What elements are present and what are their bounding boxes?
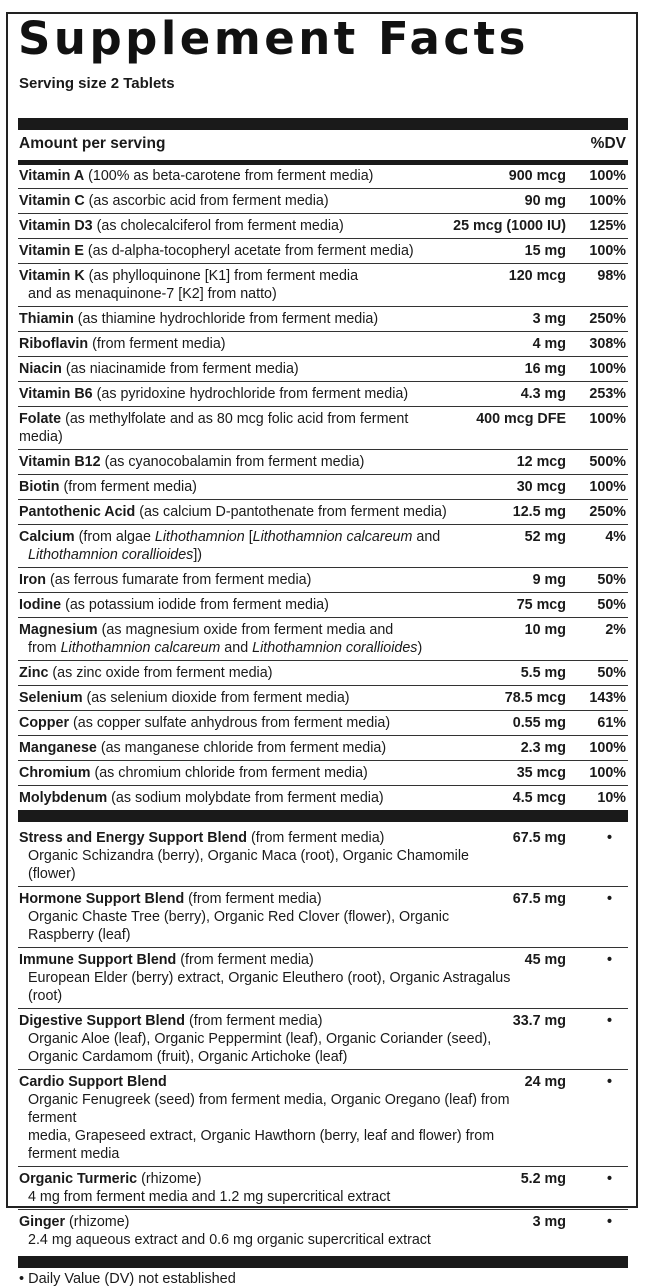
nutrient-description <box>18 789 450 807</box>
blend-ingredients: Organic Fenugreek (seed) from ferment media, Organic Oregano (leaf) from ferment <box>28 1092 510 1126</box>
nutrient-dv: 10% <box>597 790 626 806</box>
blend-ingredients: Organic Aloe (leaf), Organic Peppermint (leaf), Organic Coriander (seed), <box>28 1031 492 1047</box>
nutrient-dv: 253% <box>589 386 626 402</box>
nutrient-source: (as cholecalciferol from ferment media) <box>92 218 344 234</box>
footnote: • Daily Value (DV) not established <box>19 1271 236 1287</box>
thick-divider-bottom <box>18 1256 628 1268</box>
nutrient-name: Vitamin D3 <box>19 218 93 234</box>
nutrient-name: Pantothenic Acid <box>19 504 136 520</box>
nutrient-row <box>18 711 628 736</box>
nutrient-name: Niacin <box>19 361 62 377</box>
nutrient-dv: 250% <box>589 311 626 327</box>
nutrient-source: (as chromium chloride from ferment media) <box>90 765 368 781</box>
nutrient-source-line2 <box>19 546 450 564</box>
blend-ingredients: Organic Schizandra (berry), Organic Maca (root), Organic Chamomile (flower) <box>28 848 469 882</box>
nutrient-amount: 5.5 mg <box>520 665 566 681</box>
blend-source: (from ferment media) <box>247 830 385 846</box>
nutrient-description <box>18 335 450 353</box>
nutrient-source: (as zinc oxide from ferment media) <box>48 665 273 681</box>
nutrient-dv: 50% <box>597 665 626 681</box>
nutrient-row <box>18 525 628 568</box>
nutrient-name: Calcium <box>19 529 75 545</box>
nutrient-row <box>18 189 628 214</box>
nutrient-source-italic: Lithothamnion corallioides <box>252 640 418 656</box>
nutrient-dv: 100% <box>589 740 626 756</box>
nutrient-source: (as d-alpha-tocopheryl acetate from ferment media) <box>83 243 414 259</box>
nutrient-source: (from ferment media) <box>88 336 226 352</box>
blend-dv: • <box>606 1074 612 1090</box>
nutrient-source: (as calcium D-pantothenate from ferment media) <box>135 504 447 520</box>
blend-row <box>18 948 628 1009</box>
nutrient-dv: 61% <box>597 715 626 731</box>
nutrient-description <box>18 217 450 235</box>
nutrient-source: (from ferment media) <box>59 479 197 495</box>
blend-ingredients: 2.4 mg aqueous extract and 0.6 mg organic supercritical extract <box>28 1232 431 1248</box>
blend-ingredients: media, Grapeseed extract, Organic Hawthorn (berry, leaf and flower) from ferment media <box>28 1128 495 1162</box>
nutrient-source: (as methylfolate and as 80 mcg folic acid from ferment media) <box>19 411 409 445</box>
nutrient-source-line2: and as menaquinone-7 [K2] from natto) <box>28 286 277 302</box>
nutrient-description <box>18 528 450 564</box>
blend-source: (rhizome) <box>65 1214 130 1230</box>
nutrient-amount: 15 mg <box>524 243 566 259</box>
nutrient-description <box>18 410 450 446</box>
blend-name: Hormone Support Blend <box>19 891 185 907</box>
nutrient-row <box>18 450 628 475</box>
nutrient-dv: 143% <box>589 690 626 706</box>
nutrient-row <box>18 761 628 786</box>
nutrient-source: (as cyanocobalamin from ferment media) <box>100 454 365 470</box>
blend-amount: 5.2 mg <box>520 1171 566 1187</box>
nutrient-amount: 30 mcg <box>516 479 566 495</box>
nutrient-dv: 100% <box>589 361 626 377</box>
blend-row <box>18 1210 628 1252</box>
nutrient-source-italic: Lithothamnion corallioides <box>28 547 194 563</box>
nutrient-source: ]) <box>193 547 203 563</box>
nutrient-row <box>18 736 628 761</box>
blend-row <box>18 826 628 887</box>
nutrient-description <box>18 764 450 782</box>
nutrient-row <box>18 382 628 407</box>
nutrient-source: (as niacinamide from ferment media) <box>61 361 299 377</box>
nutrient-rows <box>18 164 628 1252</box>
blend-amount: 45 mg <box>524 952 566 968</box>
nutrient-amount: 0.55 mg <box>512 715 566 731</box>
nutrient-description <box>18 739 450 757</box>
blend-dv: • <box>606 952 612 968</box>
nutrient-description <box>18 571 450 589</box>
nutrient-source: (as sodium molybdate from ferment media) <box>107 790 384 806</box>
blend-name: Digestive Support Blend <box>19 1013 186 1029</box>
nutrient-description <box>18 689 450 707</box>
nutrient-source: (as ferrous fumarate from ferment media) <box>46 572 312 588</box>
nutrient-amount: 4 mg <box>532 336 566 352</box>
nutrient-name: Manganese <box>19 740 97 756</box>
nutrient-description <box>18 453 450 471</box>
blend-amount: 33.7 mg <box>512 1013 566 1029</box>
nutrient-row <box>18 332 628 357</box>
nutrient-row <box>18 307 628 332</box>
nutrient-source: (as selenium dioxide from ferment media) <box>82 690 350 706</box>
nutrient-source: (from algae <box>74 529 155 545</box>
nutrient-row <box>18 500 628 525</box>
nutrient-source-line2 <box>19 639 450 657</box>
nutrient-description <box>18 192 450 210</box>
nutrient-name: Vitamin E <box>19 243 84 259</box>
blend-ingredients: European Elder (berry) extract, Organic Eleuthero (root), Organic Astragalus (root) <box>28 970 511 1004</box>
nutrient-row <box>18 593 628 618</box>
nutrient-dv: 500% <box>589 454 626 470</box>
nutrient-name: Vitamin B6 <box>19 386 93 402</box>
blend-description <box>18 1213 518 1249</box>
nutrient-source: from <box>28 640 61 656</box>
nutrient-name: Molybdenum <box>19 790 108 806</box>
nutrient-amount: 90 mg <box>524 193 566 209</box>
blend-dv: • <box>606 830 612 846</box>
blend-description <box>18 829 518 883</box>
nutrient-description <box>18 714 450 732</box>
nutrient-name: Copper <box>19 715 70 731</box>
nutrient-amount: 10 mg <box>524 622 566 638</box>
nutrient-amount: 9 mg <box>532 572 566 588</box>
nutrient-dv: 100% <box>589 411 626 427</box>
nutrient-amount: 4.5 mcg <box>512 790 566 806</box>
thick-divider <box>18 118 628 130</box>
nutrient-description <box>18 478 450 496</box>
nutrient-name: Biotin <box>19 479 60 495</box>
blend-name: Stress and Energy Support Blend <box>19 830 247 846</box>
blend-description <box>18 1073 518 1163</box>
nutrient-source: (100% as beta-carotene from ferment media) <box>84 168 374 184</box>
blend-name: Immune Support Blend <box>19 952 177 968</box>
nutrient-source: (as copper sulfate anhydrous from ferment media) <box>69 715 391 731</box>
nutrient-source: (as manganese chloride from ferment media) <box>96 740 387 756</box>
blend-description <box>18 1170 518 1206</box>
nutrient-name: Vitamin A <box>19 168 85 184</box>
nutrient-row <box>18 407 628 450</box>
nutrient-dv: 250% <box>589 504 626 520</box>
nutrient-amount: 2.3 mg <box>520 740 566 756</box>
blend-dv: • <box>606 1013 612 1029</box>
blend-description <box>18 1012 518 1066</box>
nutrient-amount: 12.5 mg <box>512 504 566 520</box>
nutrient-amount: 900 mcg <box>508 168 566 184</box>
blend-name: Cardio Support Blend <box>19 1074 167 1090</box>
nutrient-dv: 100% <box>589 765 626 781</box>
nutrient-source-italic: Lithothamnion calcareum <box>252 529 413 545</box>
nutrient-dv: 100% <box>589 479 626 495</box>
nutrient-row <box>18 264 628 307</box>
nutrient-dv: 50% <box>597 572 626 588</box>
column-header <box>18 132 628 158</box>
nutrient-row <box>18 786 628 810</box>
dv-label: %DV <box>590 135 626 152</box>
nutrient-source: and <box>220 640 253 656</box>
blend-name: Ginger <box>19 1214 66 1230</box>
blend-row <box>18 1009 628 1070</box>
nutrient-name: Selenium <box>19 690 83 706</box>
nutrient-amount: 16 mg <box>524 361 566 377</box>
nutrient-amount: 120 mcg <box>508 268 566 284</box>
nutrient-name: Iodine <box>19 597 62 613</box>
nutrient-dv: 50% <box>597 597 626 613</box>
nutrient-amount: 52 mg <box>524 529 566 545</box>
nutrient-name: Zinc <box>19 665 49 681</box>
nutrient-source: and <box>412 529 441 545</box>
thick-divider-blends <box>18 810 628 822</box>
blend-amount: 3 mg <box>532 1214 566 1230</box>
nutrient-amount: 12 mcg <box>516 454 566 470</box>
nutrient-amount: 75 mcg <box>516 597 566 613</box>
nutrient-source: ) <box>417 640 423 656</box>
blend-description <box>18 951 518 1005</box>
nutrient-name: Folate <box>19 411 62 427</box>
nutrient-name: Thiamin <box>19 311 74 327</box>
blend-source: (rhizome) <box>137 1171 202 1187</box>
blend-amount: 24 mg <box>524 1074 566 1090</box>
serving-size: Serving size 2 Tablets <box>19 75 175 92</box>
nutrient-description <box>18 167 450 185</box>
nutrient-source: [ <box>244 529 253 545</box>
nutrient-amount: 78.5 mcg <box>504 690 566 706</box>
nutrient-dv: 125% <box>589 218 626 234</box>
nutrient-name: Chromium <box>19 765 91 781</box>
nutrient-amount: 400 mcg DFE <box>476 411 566 427</box>
nutrient-row <box>18 357 628 382</box>
nutrient-row <box>18 239 628 264</box>
nutrient-description <box>18 267 450 303</box>
blend-ingredients: Organic Cardamom (fruit), Organic Artichoke (leaf) <box>28 1049 348 1065</box>
nutrient-name: Vitamin K <box>19 268 85 284</box>
amount-per-serving-label: Amount per serving <box>19 135 166 152</box>
nutrient-source-italic: Lithothamnion <box>154 529 245 545</box>
nutrient-dv: 100% <box>589 243 626 259</box>
blend-ingredients: Organic Chaste Tree (berry), Organic Red Clover (flower), Organic Raspberry (leaf) <box>28 909 450 943</box>
nutrient-dv: 4% <box>605 529 626 545</box>
nutrient-row <box>18 164 628 189</box>
nutrient-amount: 35 mcg <box>516 765 566 781</box>
nutrient-description <box>18 596 450 614</box>
supplement-facts-panel <box>6 12 638 1287</box>
nutrient-name: Riboflavin <box>19 336 89 352</box>
nutrient-source: (as ascorbic acid from ferment media) <box>84 193 329 209</box>
nutrient-description <box>18 621 450 657</box>
nutrient-dv: 308% <box>589 336 626 352</box>
nutrient-dv: 2% <box>605 622 626 638</box>
blend-source: (from ferment media) <box>185 1013 323 1029</box>
nutrient-description <box>18 242 450 260</box>
nutrient-name: Vitamin C <box>19 193 85 209</box>
nutrient-description <box>18 664 450 682</box>
blend-ingredients: 4 mg from ferment media and 1.2 mg supercritical extract <box>28 1189 391 1205</box>
nutrient-source: (as pyridoxine hydrochloride from ferment media) <box>92 386 409 402</box>
nutrient-source: (as potassium iodide from ferment media) <box>61 597 329 613</box>
nutrient-name: Iron <box>19 572 47 588</box>
nutrient-amount: 4.3 mg <box>520 386 566 402</box>
nutrient-dv: 100% <box>589 168 626 184</box>
blend-row <box>18 1070 628 1167</box>
blend-amount: 67.5 mg <box>512 891 566 907</box>
nutrient-name: Magnesium <box>19 622 98 638</box>
nutrient-source: (as magnesium oxide from ferment media and <box>97 622 394 638</box>
nutrient-source: (as phylloquinone [K1] from ferment media <box>84 268 359 284</box>
nutrient-row <box>18 568 628 593</box>
nutrient-description <box>18 503 450 521</box>
panel-title: Supplement Facts <box>18 12 529 65</box>
blend-dv: • <box>606 1171 612 1187</box>
nutrient-amount: 3 mg <box>532 311 566 327</box>
blend-dv: • <box>606 1214 612 1230</box>
blend-source: (from ferment media) <box>176 952 314 968</box>
nutrient-source-italic: Lithothamnion calcareum <box>60 640 221 656</box>
blend-name: Organic Turmeric <box>19 1171 138 1187</box>
blend-description <box>18 890 518 944</box>
nutrient-amount: 25 mcg (1000 IU) <box>453 218 566 234</box>
nutrient-row <box>18 661 628 686</box>
nutrient-dv: 98% <box>597 268 626 284</box>
nutrient-dv: 100% <box>589 193 626 209</box>
blend-row <box>18 887 628 948</box>
nutrient-description <box>18 385 450 403</box>
nutrient-source: (as thiamine hydrochloride from ferment media) <box>73 311 379 327</box>
nutrient-row <box>18 686 628 711</box>
nutrient-description <box>18 310 450 328</box>
blend-amount: 67.5 mg <box>512 830 566 846</box>
nutrient-name: Vitamin B12 <box>19 454 101 470</box>
nutrient-row <box>18 475 628 500</box>
blend-dv: • <box>606 891 612 907</box>
blend-source: (from ferment media) <box>184 891 322 907</box>
nutrient-row <box>18 214 628 239</box>
blend-row <box>18 1167 628 1210</box>
nutrient-description <box>18 360 450 378</box>
nutrient-row <box>18 618 628 661</box>
